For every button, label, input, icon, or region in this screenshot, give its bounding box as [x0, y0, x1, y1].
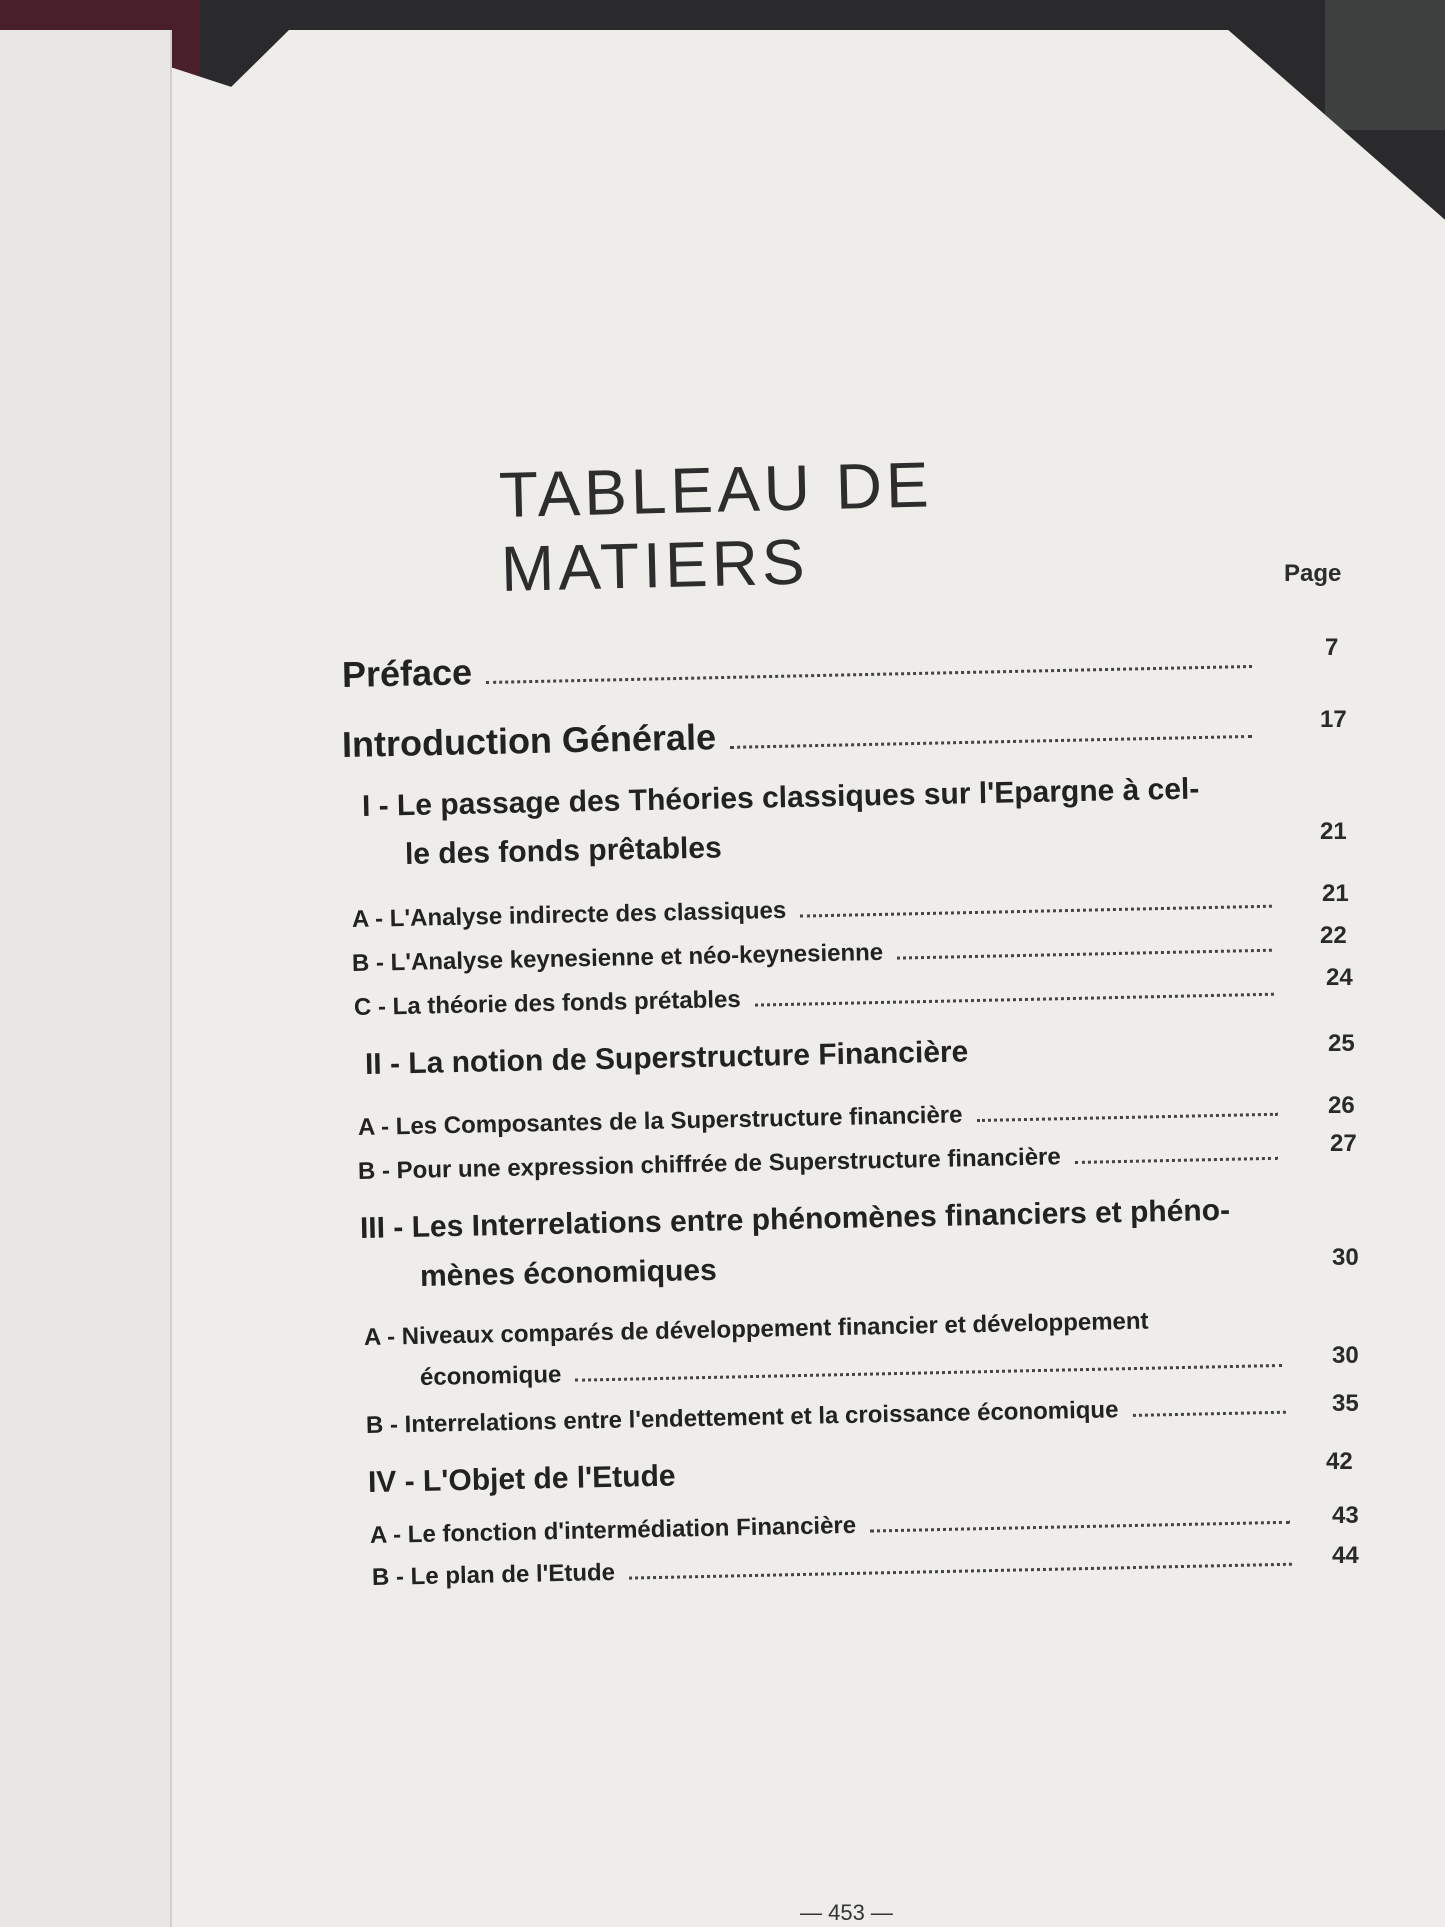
- page-footer-number: — 453 —: [800, 1900, 893, 1925]
- entry-label: B - Pour une expression chiffrée de Superstructure financière: [357, 1143, 1061, 1185]
- toc-section-4: IV - L'Objet de l'Etude: [367, 1459, 676, 1499]
- page-number: 44: [1332, 1542, 1359, 1569]
- entry-label: Préface: [341, 651, 473, 695]
- dot-leader: [755, 993, 1274, 1007]
- toc-entry-1b: [352, 931, 1282, 978]
- toc-section-1-line2: le des fonds prêtables: [404, 831, 723, 871]
- dot-leader: [870, 1521, 1290, 1533]
- page-number: 24: [1326, 964, 1353, 991]
- dot-leader: [897, 949, 1272, 960]
- page-column-label: Page: [1284, 560, 1342, 587]
- entry-label: B - Le plan de l'Etude: [371, 1558, 616, 1591]
- page-number: 30: [1332, 1244, 1359, 1271]
- entry-label: A - Les Composantes de la Superstructure financière: [357, 1101, 963, 1141]
- dot-leader: [800, 905, 1272, 918]
- entry-label: Introduction Générale: [341, 716, 717, 765]
- toc-section-3-line2: mènes économiques: [419, 1253, 718, 1293]
- entry-label: A - Le fonction d'intermédiation Financière: [369, 1511, 857, 1549]
- toc-entry-4b: [372, 1545, 1302, 1592]
- toc-section-2: II - La notion de Superstructure Financière: [364, 1035, 969, 1081]
- entry-label: B - Interrelations entre l'endettement et la croissance économique: [365, 1396, 1119, 1439]
- page-number: 35: [1332, 1390, 1359, 1417]
- page-number: 17: [1320, 706, 1347, 733]
- toc-entry-3a-line1: A - Niveaux comparés de développement financier et développement: [363, 1307, 1149, 1351]
- page-number: 7: [1325, 634, 1339, 661]
- toc-entry-3b: [366, 1393, 1296, 1440]
- dot-leader: [629, 1563, 1292, 1580]
- entry-label: économique: [419, 1361, 562, 1391]
- toc-entry-preface: [342, 635, 1263, 696]
- dot-leader: [575, 1364, 1282, 1382]
- page-number: 27: [1330, 1130, 1357, 1157]
- page-number: 30: [1332, 1342, 1359, 1369]
- page-number: 25: [1328, 1030, 1355, 1057]
- toc-title: TABLEAU DE MATIERS: [498, 448, 934, 605]
- dot-leader: [1132, 1411, 1285, 1417]
- toc-entry-1a: [352, 887, 1282, 934]
- page-number: 42: [1326, 1448, 1353, 1475]
- page-number: 26: [1328, 1092, 1355, 1119]
- entry-label: C - La théorie des fonds prétables: [353, 985, 741, 1021]
- toc-entry-1c: [354, 975, 1284, 1022]
- toc-section-3-line1: III - Les Interrelations entre phénomènes financiers et phéno-: [359, 1193, 1231, 1245]
- entry-label: B - L'Analyse keynesienne et néo-keynesienne: [351, 938, 884, 977]
- dot-leader: [977, 1113, 1278, 1122]
- page-number: 21: [1320, 818, 1347, 845]
- toc-entry-introduction: [342, 705, 1263, 766]
- toc-section-1-line1: I - Le passage des Théories classiques sur l'Epargne à cel-: [361, 772, 1200, 823]
- dot-leader: [730, 735, 1252, 749]
- toc-entry-3a-line2: [420, 1346, 1292, 1392]
- dot-leader: [486, 665, 1252, 684]
- toc-entry-2a: [358, 1095, 1288, 1142]
- dot-leader: [1075, 1157, 1278, 1164]
- page-number: 21: [1322, 880, 1349, 907]
- page-number: 43: [1332, 1502, 1359, 1529]
- page-number: 22: [1320, 922, 1347, 949]
- entry-label: A - L'Analyse indirecte des classiques: [351, 896, 787, 933]
- toc-entry-2b: [358, 1139, 1288, 1186]
- toc-entry-4a: [370, 1503, 1300, 1550]
